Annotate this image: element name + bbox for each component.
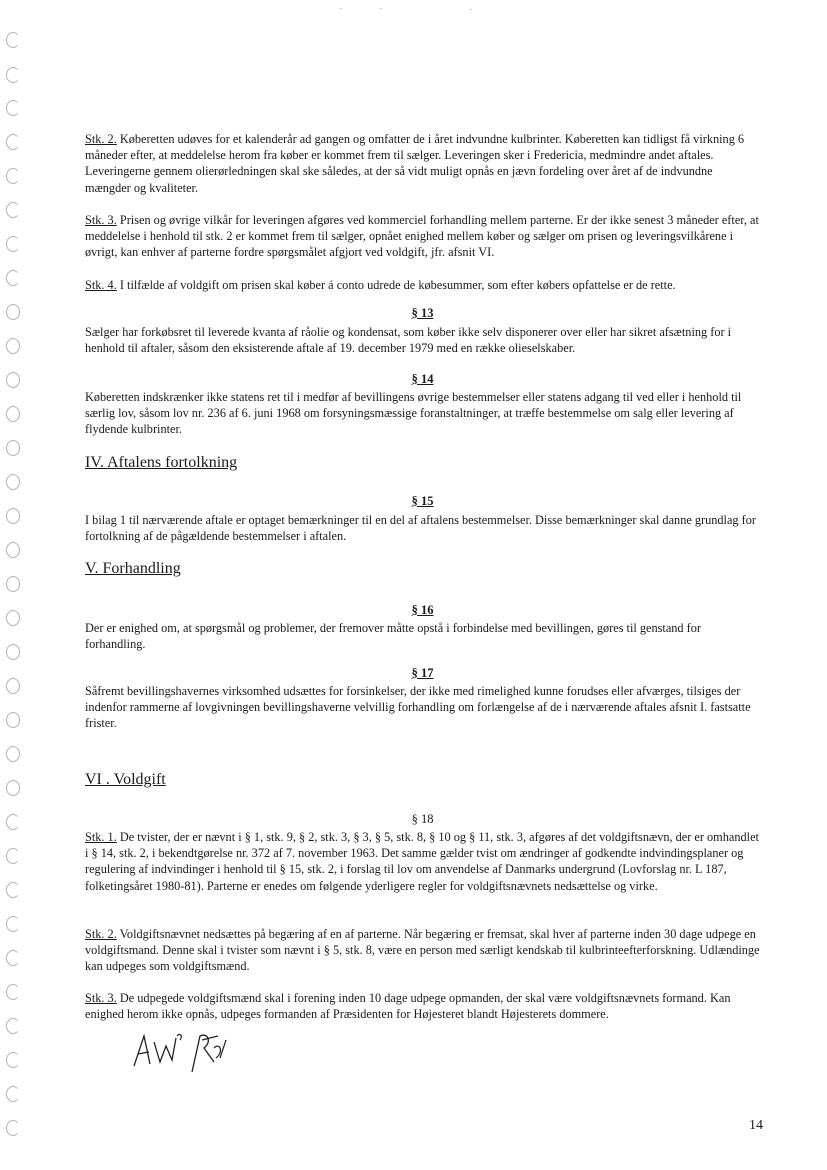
binder-hole-icon (6, 712, 20, 728)
binder-hole-icon (6, 882, 20, 898)
section-15-title: § 15 (411, 494, 434, 508)
binder-hole-icon (6, 134, 20, 150)
paragraph-text: Køberetten udøves for et kalenderår ad gangen og omfatter de i året indvundne kulbrinter. Køberetten kan tidligst få virkning 6 måneder efter, at meddelelse herom fra køber er kommet frem til sælger. Leveringen sker i Fredericia, medmindre andet aftales. Leveringerne gennem olierørledningen skal ske således, at der så vidt muligt opnås en jævn fordeling over året af de indvundne mængder og kvaliteter. (85, 132, 745, 195)
stk-label: Stk. 2. (85, 132, 117, 146)
binder-hole-icon (6, 984, 20, 1000)
section-16-title: § 16 (411, 603, 434, 617)
binder-hole-icon (6, 916, 20, 932)
binder-hole-icon (6, 542, 20, 558)
paragraph-text: I tilfælde af voldgift om prisen skal køber á conto udrede de købesummer, som efter købers opfattelse er de rette. (116, 278, 676, 292)
section-18-title: § 18 (411, 812, 434, 826)
stk-label: Stk. 1. (85, 830, 117, 844)
section-13-text: Sælger har forkøbsret til leverede kvanta af råolie og kondensat, som køber ikke selv disponerer over eller har sikret afsætning for i henhold til aftaler, såsom den eksisterende aftale af 19. december 1979 med en række olieselskaber. (85, 325, 732, 356)
binder-hole-icon (6, 372, 20, 388)
paragraph-text: Prisen og øvrige vilkår for leveringen afgøres ved kommerciel forhandling mellem parterne. Er der ikke senest 3 måneder efter, at meddelelse i henhold til stk. 2 er kommet frem til sælger, opnået enighed mellem køber og sælger om prisen og leveringsvilkårene i øvrigt, kan enhver af parterne fordre spørgsmålet afgjort ved voldgift, jfr. afsnit VI. (85, 213, 759, 260)
binder-holes (0, 0, 40, 1170)
binder-hole-icon (6, 644, 20, 660)
binder-hole-icon (6, 406, 20, 422)
binder-hole-icon (6, 950, 20, 966)
chapter-vi-heading: VI . Voldgift (85, 771, 166, 788)
scan-speck (340, 8, 342, 9)
binder-hole-icon (6, 168, 20, 184)
binder-hole-icon (6, 1018, 20, 1034)
section-17-title: § 17 (411, 666, 434, 680)
binder-hole-icon (6, 270, 20, 286)
paragraph-text: Voldgiftsnævnet nedsættes på begæring af en af parterne. Når begæring er fremsat, skal hver af parterne inden 30 dage udpege en voldgiftsmand. Denne skal i tvister som nævnt i § 5, stk. 8, være en person med særligt kendskab til kulbrinteefterforskning. Udlændinge kan udpeges som voldgiftsmænd. (85, 927, 760, 974)
binder-hole-icon (6, 1086, 20, 1102)
section-14-title: § 14 (411, 372, 434, 386)
paragraph-text: De udpegede voldgiftsmænd skal i forening inden 10 dage udpege opmanden, der skal være voldgiftsnævnets formand. Kan enighed herom ikke opnås, udpeges formanden af Præsidenten for Højesteret blandt Højesterets dommere. (85, 991, 731, 1022)
section-16-text: Der er enighed om, at spørgsmål og problemer, der fremover måtte opstå i forbindelse med bevillingen, gøres til genstand for forhandling. (85, 621, 701, 652)
paragraph-stk4 (85, 277, 760, 293)
section-14-text: Køberetten indskrænker ikke statens ret til i medfør af bevillingens øvrige bestemmelser eller statens adgang til ved eller i henhold til særlig lov, såsom lov nr. 236 af 6. juni 1968 om forsyningsmæssige foranstaltninger, at træffe bestemmelse om salg eller levering af flydende kulbrinter. (85, 390, 742, 437)
paragraph-18-stk1 (85, 829, 760, 894)
paragraph-18-stk3 (85, 990, 760, 1022)
paragraph-stk3 (85, 212, 760, 261)
binder-hole-icon (6, 746, 20, 762)
paragraph-18-stk2 (85, 926, 760, 975)
chapter-v-heading: V. Forhandling (85, 560, 181, 577)
section-13-title: § 13 (411, 306, 434, 320)
binder-hole-icon (6, 508, 20, 524)
paragraph-text: De tvister, der er nævnt i § 1, stk. 9, § 2, stk. 3, § 3, § 5, stk. 8, § 10 og § 11, stk. 3, afgøres af det voldgiftsnævn, der er omhandlet i § 14, stk. 2, i bekendtgørelse nr. 372 af 7. november 1963. Det samme gælder tvist om ændringer af godkendte indvindingsplaner og regulering af indvindinger i henhold til § 15, stk. 2, i forslag til lov om anvendelse af Danmarks undergrund (Lovforslag nr. L 187, folketingsåret 1980-81). Parterne er enedes om følgende yderligere regler for voldgiftsnævnets nedsættelse og virke. (85, 830, 759, 893)
stk-label: Stk. 4. (85, 278, 117, 292)
binder-hole-icon (6, 610, 20, 626)
chapter-iv-heading: IV. Aftalens fortolkning (85, 454, 238, 471)
paragraph-stk2 (85, 131, 760, 196)
binder-hole-icon (6, 202, 20, 218)
signature-initials-icon (130, 1028, 240, 1078)
binder-hole-icon (6, 814, 20, 830)
binder-hole-icon (6, 100, 20, 116)
binder-hole-icon (6, 236, 20, 252)
stk-label: Stk. 3. (85, 213, 117, 227)
page-number: 14 (749, 1118, 763, 1133)
scan-speck (470, 9, 472, 10)
section-15-text: I bilag 1 til nærværende aftale er optaget bemærkninger til en del af aftalens bestemmelser. Disse bemærkninger skal danne grundlag for fortolkning af de pågældende bestemmelser i aftalen. (85, 513, 756, 544)
binder-hole-icon (6, 338, 20, 354)
binder-hole-icon (6, 474, 20, 490)
stk-label: Stk. 2. (85, 927, 117, 941)
binder-hole-icon (6, 1120, 20, 1136)
binder-hole-icon (6, 848, 20, 864)
binder-hole-icon (6, 780, 20, 796)
binder-hole-icon (6, 304, 20, 320)
stk-label: Stk. 3. (85, 991, 117, 1005)
binder-hole-icon (6, 32, 20, 48)
scan-speck (380, 8, 382, 9)
binder-hole-icon (6, 1052, 20, 1068)
binder-hole-icon (6, 576, 20, 592)
section-17-text: Såfremt bevillingshavernes virksomhed udsættes for forsinkelser, der ikke med rimelighed kunne forudses eller afværges, tilsiges der indenfor rammerne af lovgivningen bevillingshaverne velvillig forhandling om forlængelse af de i nærværende aftales afsnit I. fastsatte frister. (85, 684, 751, 731)
binder-hole-icon (6, 678, 20, 694)
binder-hole-icon (6, 67, 20, 83)
binder-hole-icon (6, 440, 20, 456)
